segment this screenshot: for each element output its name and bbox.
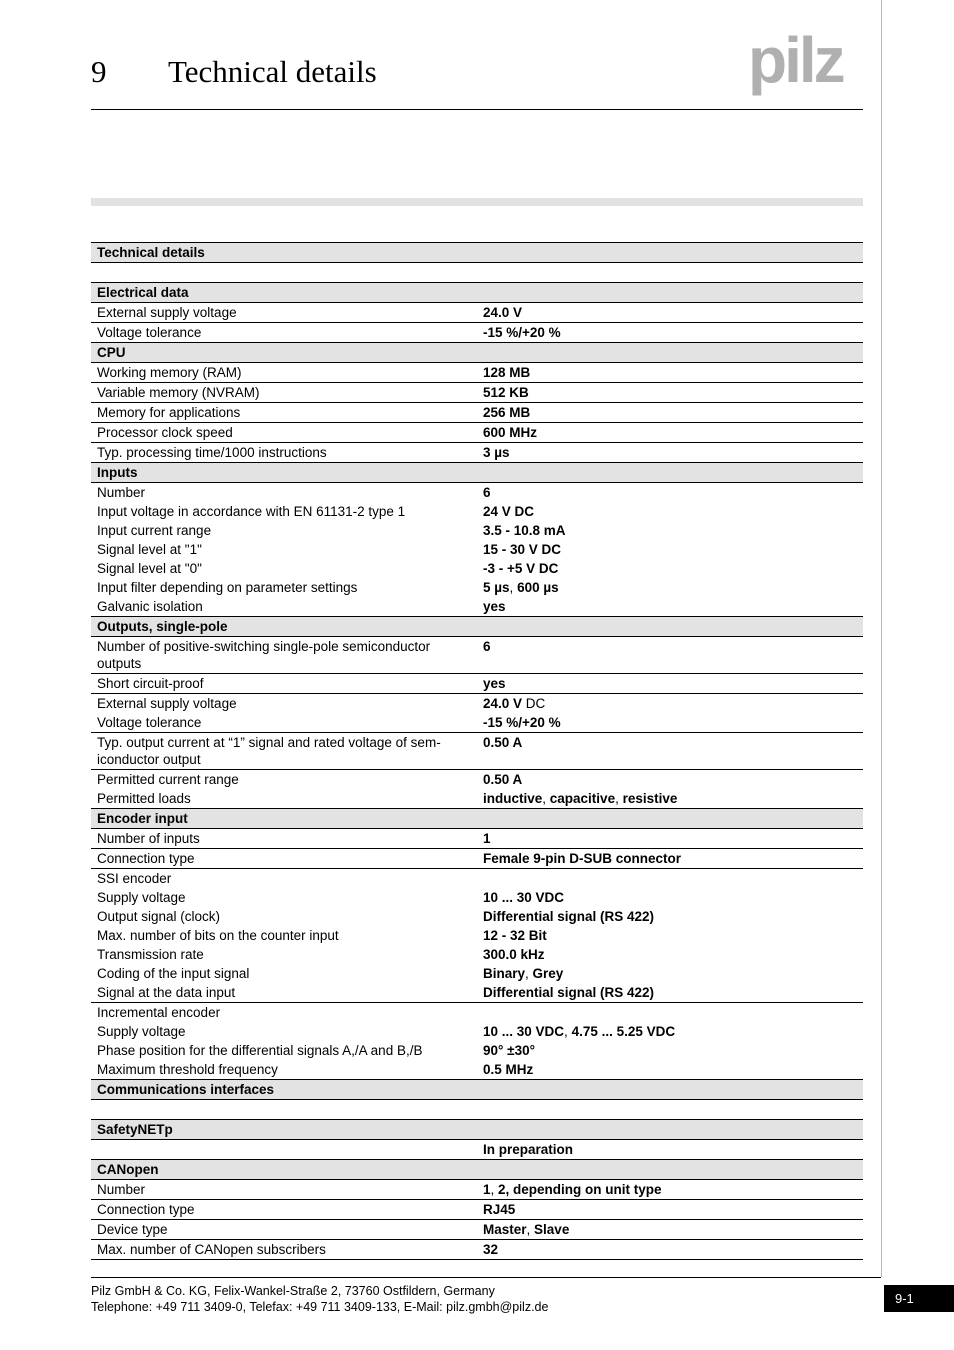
table-row: Device type Master, Slave xyxy=(91,1220,863,1240)
table-row: Short circuit-proof yes xyxy=(91,674,863,694)
footer-rule xyxy=(91,1277,881,1278)
logo-text: pilz xyxy=(748,28,843,96)
section-row-comms: Communications interfaces xyxy=(91,1080,863,1100)
table-row: Number of inputs 1 xyxy=(91,829,863,849)
spacer-row xyxy=(91,263,863,283)
table-row: Signal at the data input Differential signal (RS 422) xyxy=(91,983,863,1003)
section-row-cpu: CPU xyxy=(91,343,863,363)
section-row-outputs: Outputs, single-pole xyxy=(91,617,863,637)
table-row: Number 1, 2, depending on unit type xyxy=(91,1180,863,1200)
spacer-row xyxy=(91,1100,863,1120)
header-rule xyxy=(91,109,863,110)
table-row: In preparation xyxy=(483,1142,574,1157)
table-row: Typ. output current at “1” signal and rated voltage of sem-iconductor output 0.50 A xyxy=(91,733,863,770)
table-row: Transmission rate 300.0 kHz xyxy=(97,947,545,962)
section-row-safetynetp: SafetyNETp xyxy=(91,1120,863,1140)
table-row: Permitted current range 0.50 A xyxy=(97,772,523,787)
page-title: Technical details xyxy=(168,54,377,89)
table-row: Connection type Female 9-pin D-SUB connector xyxy=(91,849,863,869)
table-title-row xyxy=(91,243,863,263)
technical-details-table xyxy=(91,242,863,1260)
table-row: Maximum threshold frequency 0.5 MHz xyxy=(97,1062,534,1077)
table-row: Memory for applications 256 MB xyxy=(91,403,863,423)
table-row: Number of positive-switching single-pole semiconductor outputs 6 xyxy=(91,637,863,674)
grey-band xyxy=(91,198,863,206)
pilz-logo xyxy=(748,28,866,96)
table-row: External supply voltage 24.0 V DC xyxy=(97,696,546,711)
table-row: Typ. processing time/1000 instructions 3 µs xyxy=(97,445,510,460)
table-row: Signal level at "0" -3 - +5 V DC xyxy=(97,561,559,576)
page-number: 9-1 xyxy=(884,1285,954,1312)
table-row: Galvanic isolation yes xyxy=(97,599,506,614)
table-row: Signal level at "1" 15 - 30 V DC xyxy=(97,542,562,557)
table-row: Supply voltage 10 ... 30 VDC, 4.75 ... 5.25 VDC xyxy=(97,1024,676,1039)
table-row: Voltage tolerance -15 %/+20 % xyxy=(97,325,561,340)
table-row: Max. number of bits on the counter input 12 - 32 Bit xyxy=(97,928,547,943)
table-row: Working memory (RAM) 128 MB xyxy=(91,363,863,383)
table-row: Input filter depending on parameter settings 5 µs, 600 µs xyxy=(97,580,559,595)
table-row: Input current range 3.5 - 10.8 mA xyxy=(97,523,566,538)
table-row: Permitted loads inductive, capacitive, resistive xyxy=(97,791,678,806)
table-row: Max. number of CANopen subscribers 32 xyxy=(91,1240,863,1260)
section-row-electrical: Electrical data xyxy=(91,283,863,303)
section-row-encoder: Encoder input xyxy=(91,809,863,829)
subsection-row-incremental: Incremental encoder xyxy=(97,1005,221,1020)
subsection-row-ssi: SSI encoder xyxy=(97,871,172,886)
table-row: Connection type RJ45 xyxy=(91,1200,863,1220)
section-row-canopen: CANopen xyxy=(91,1160,863,1180)
section-number: 9 xyxy=(91,54,107,89)
table-row: Voltage tolerance -15 %/+20 % xyxy=(91,713,863,733)
section-row-inputs: Inputs xyxy=(91,463,863,483)
footer-contact: Telephone: +49 711 3409-0, Telefax: +49 711 3409-133, E-Mail: pilz.gmbh@pilz.de xyxy=(91,1300,549,1314)
table-row: Processor clock speed 600 MHz xyxy=(91,423,863,443)
table-title: Technical details xyxy=(91,243,863,263)
table-row: Input voltage in accordance with EN 61131-2 type 1 24 V DC xyxy=(97,504,535,519)
table-row: Phase position for the differential signals A,/A and B,/B 90° ±30° xyxy=(97,1043,535,1058)
table-row: Number 6 xyxy=(97,485,491,500)
table-row: External supply voltage 24.0 V xyxy=(91,303,863,323)
table-row: Coding of the input signal Binary, Grey xyxy=(97,966,564,981)
table-row: Variable memory (NVRAM) 512 KB xyxy=(91,383,863,403)
page-edge-line xyxy=(881,0,882,1277)
table-row: Output signal (clock) Differential signal (RS 422) xyxy=(97,909,655,924)
footer-address: Pilz GmbH & Co. KG, Felix-Wankel-Straße 2, 73760 Ostfildern, Germany xyxy=(91,1284,495,1298)
table-row: Supply voltage 10 ... 30 VDC xyxy=(97,890,565,905)
